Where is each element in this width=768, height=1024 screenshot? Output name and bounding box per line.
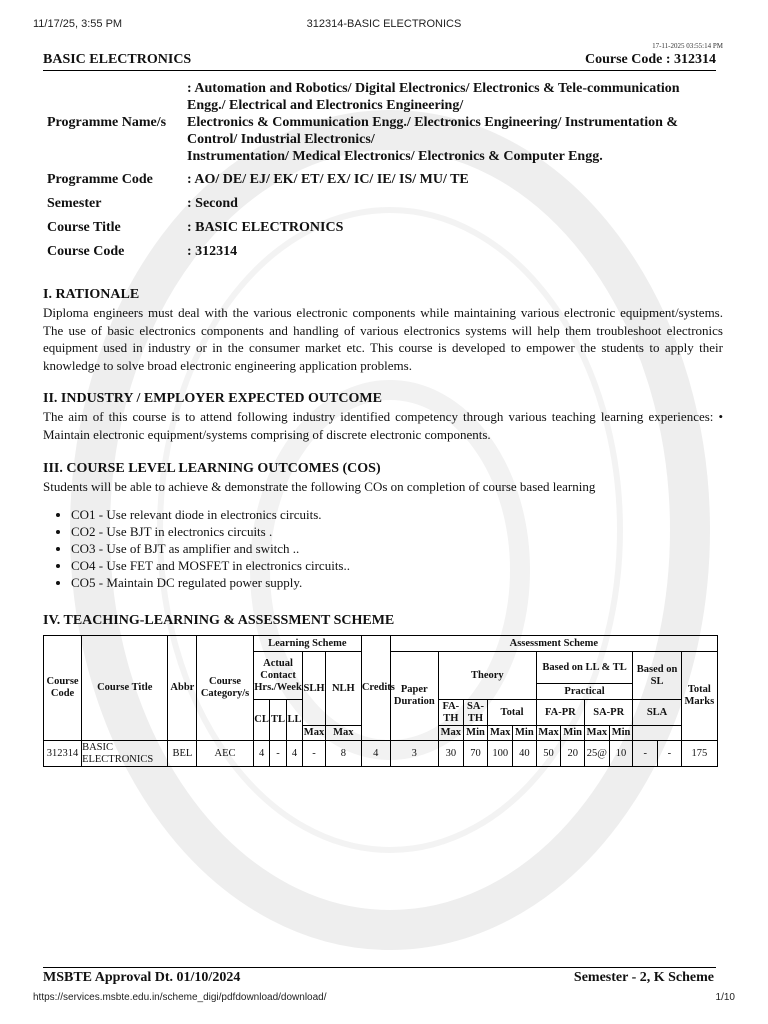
based-ll-tl-header: Based on LL & TL — [536, 652, 633, 684]
col-paper-duration: Paper Duration — [390, 652, 438, 741]
programme-name-line: Engg./ Electrical and Electronics Engineering/ — [187, 98, 464, 113]
table-row — [44, 741, 718, 767]
scheme-section — [43, 612, 723, 630]
industry-outcome-section — [43, 390, 723, 443]
col-total-marks: Total Marks — [681, 652, 717, 741]
cell-category: AEC — [197, 741, 254, 767]
industry-outcome-heading: II. INDUSTRY / EMPLOYER EXPECTED OUTCOME — [43, 391, 382, 406]
print-url: https://services.msbte.edu.in/scheme_digi/pdfdownload/download/ — [33, 992, 327, 1003]
col-min: Min — [463, 726, 488, 741]
col-total: Total — [488, 700, 536, 726]
cell-sla-min: - — [658, 741, 682, 767]
footer-approval: MSBTE Approval Dt. 01/10/2024 — [43, 970, 241, 985]
course-outcome-item: • CO1 - Use relevant diode in electronics circuits. — [71, 506, 723, 523]
course-code-heading: Course Code : 312314 — [584, 52, 716, 67]
cell-paper-duration: 3 — [390, 741, 438, 767]
practical-header: Practical — [536, 684, 633, 700]
programme-name-line: Instrumentation/ Medical Electronics/ Electronics & Computer Engg. — [187, 149, 603, 164]
course-name-heading: BASIC ELECTRONICS — [43, 52, 192, 67]
course-outcome-item: • CO4 - Use FET and MOSFET in electronics circuits.. — [71, 557, 723, 574]
course-header-bar — [43, 52, 716, 71]
footer-divider — [43, 967, 716, 968]
course-title-value: : BASIC ELECTRONICS — [187, 220, 344, 235]
col-sa-pr: SA-PR — [585, 700, 633, 726]
document-timestamp: 17-11-2025 03:55:14 PM — [652, 42, 723, 50]
programme-name-line: Control/ Industrial Electronics/ — [187, 132, 375, 147]
rationale-text: Diploma engineers must deal with the various electronic components while maintaining various electronic equipment/systems. The use of basic electronics components and handling of various electronics systems will help them troubleshoot electronics equipment used in industry or in the consumer market etc. This course is developed to empower the students to apply their knowledge to solve broad electronic engineering application problems. — [43, 305, 723, 373]
cell-fa-pr-max: 50 — [536, 741, 561, 767]
cell-slh: - — [303, 741, 326, 767]
course-outcome-item: • CO2 - Use BJT in electronics circuits . — [71, 523, 723, 540]
course-code-label: Course Code — [47, 244, 125, 259]
programme-name-row — [43, 78, 723, 167]
rationale-section — [43, 286, 723, 374]
actual-contact-header: Actual Contact Hrs./Week — [253, 652, 302, 700]
semester-value: : Second — [187, 196, 238, 211]
print-datetime: 11/17/25, 3:55 PM — [33, 18, 123, 30]
col-min: Min — [561, 726, 585, 741]
col-min: Min — [609, 726, 633, 741]
cell-sa-th-max: 70 — [463, 741, 488, 767]
print-page-title: 312314-BASIC ELECTRONICS — [306, 18, 462, 30]
col-max: Max — [325, 726, 361, 741]
industry-outcome-text: The aim of this course is to attend following industry identified competency through various teaching learning experiences: • Maintain electronic equipment/systems comprising of discrete electronic components. — [43, 409, 723, 442]
col-max: Max — [438, 726, 463, 741]
col-fa-pr: FA-PR — [536, 700, 584, 726]
cell-sa-pr-min: 10 — [609, 741, 633, 767]
programme-code-value: : AO/ DE/ EJ/ EK/ ET/ EX/ IC/ IE/ IS/ MU/ TE — [187, 172, 469, 187]
cell-credits: 4 — [361, 741, 390, 767]
programme-info-table — [43, 78, 723, 263]
course-outcomes-intro: Students will be able to achieve & demonstrate the following COs on completion of course based learning — [43, 479, 596, 494]
cell-sa-pr-max: 25@ — [585, 741, 610, 767]
course-code-row — [43, 239, 723, 263]
col-max: Max — [585, 726, 610, 741]
col-max: Max — [488, 726, 513, 741]
programme-name-value — [183, 78, 723, 167]
cell-code: 312314 — [44, 741, 82, 767]
programme-code-row — [43, 167, 723, 191]
cell-total-min: 40 — [513, 741, 537, 767]
theory-header: Theory — [438, 652, 536, 700]
rationale-heading: I. RATIONALE — [43, 287, 140, 302]
cell-nlh: 8 — [325, 741, 361, 767]
col-slh: SLH — [303, 652, 326, 726]
course-outcomes-heading: III. COURSE LEVEL LEARNING OUTCOMES (COS) — [43, 461, 381, 476]
col-tl: TL — [270, 700, 286, 741]
col-cl: CL — [253, 700, 269, 741]
scheme-heading: IV. TEACHING-LEARNING & ASSESSMENT SCHEME — [43, 613, 395, 628]
footer-scheme: Semester - 2, K Scheme — [573, 970, 714, 985]
col-abbr: Abbr — [168, 636, 197, 741]
col-max: Max — [303, 726, 326, 741]
semester-row — [43, 191, 723, 215]
learning-scheme-header: Learning Scheme — [253, 636, 361, 652]
course-title-label: Course Title — [47, 220, 121, 235]
col-nlh: NLH — [325, 652, 361, 726]
cell-total-max: 100 — [488, 741, 513, 767]
col-fa-th: FA-TH — [438, 700, 463, 726]
programme-name-label: Programme Name/s — [47, 115, 167, 130]
cell-total-marks: 175 — [681, 741, 717, 767]
course-outcome-item: • CO3 - Use of BJT as amplifier and switch .. — [71, 540, 723, 557]
cell-sla-max: - — [633, 741, 658, 767]
col-max: Max — [536, 726, 561, 741]
course-code-value: : 312314 — [187, 244, 238, 259]
col-course-title: Course Title — [82, 636, 168, 741]
cell-cl: 4 — [253, 741, 269, 767]
cell-tl: - — [270, 741, 286, 767]
programme-name-line: : Automation and Robotics/ Digital Electronics/ Electronics & Tele-communication — [187, 81, 680, 96]
programme-name-line: Electronics & Communication Engg./ Electronics Engineering/ Instrumentation & — [187, 115, 679, 130]
col-min: Min — [513, 726, 537, 741]
cell-abbr: BEL — [168, 741, 197, 767]
print-header — [0, 0, 768, 36]
course-outcomes-section — [43, 460, 723, 591]
programme-code-label: Programme Code — [47, 172, 153, 187]
cell-fa-pr-min: 20 — [561, 741, 585, 767]
col-sla: SLA — [633, 700, 681, 726]
print-page-number: 1/10 — [715, 992, 735, 1003]
col-category: Course Category/s — [197, 636, 254, 741]
cell-ll: 4 — [286, 741, 302, 767]
course-title-row — [43, 215, 723, 239]
based-sl-header: Based on SL — [633, 652, 681, 700]
col-course-code: Course Code — [44, 636, 82, 741]
course-outcomes-list — [43, 506, 723, 591]
col-sa-th: SA-TH — [463, 700, 488, 726]
assessment-scheme-header: Assessment Scheme — [390, 636, 717, 652]
teaching-assessment-table — [43, 635, 718, 767]
col-ll: LL — [286, 700, 302, 741]
col-credits: Credits — [361, 636, 390, 741]
course-outcome-item: • CO5 - Maintain DC regulated power supply. — [71, 574, 723, 591]
cell-title: BASIC ELECTRONICS — [82, 741, 168, 767]
semester-label: Semester — [47, 196, 102, 211]
cell-fa-th-max: 30 — [438, 741, 463, 767]
